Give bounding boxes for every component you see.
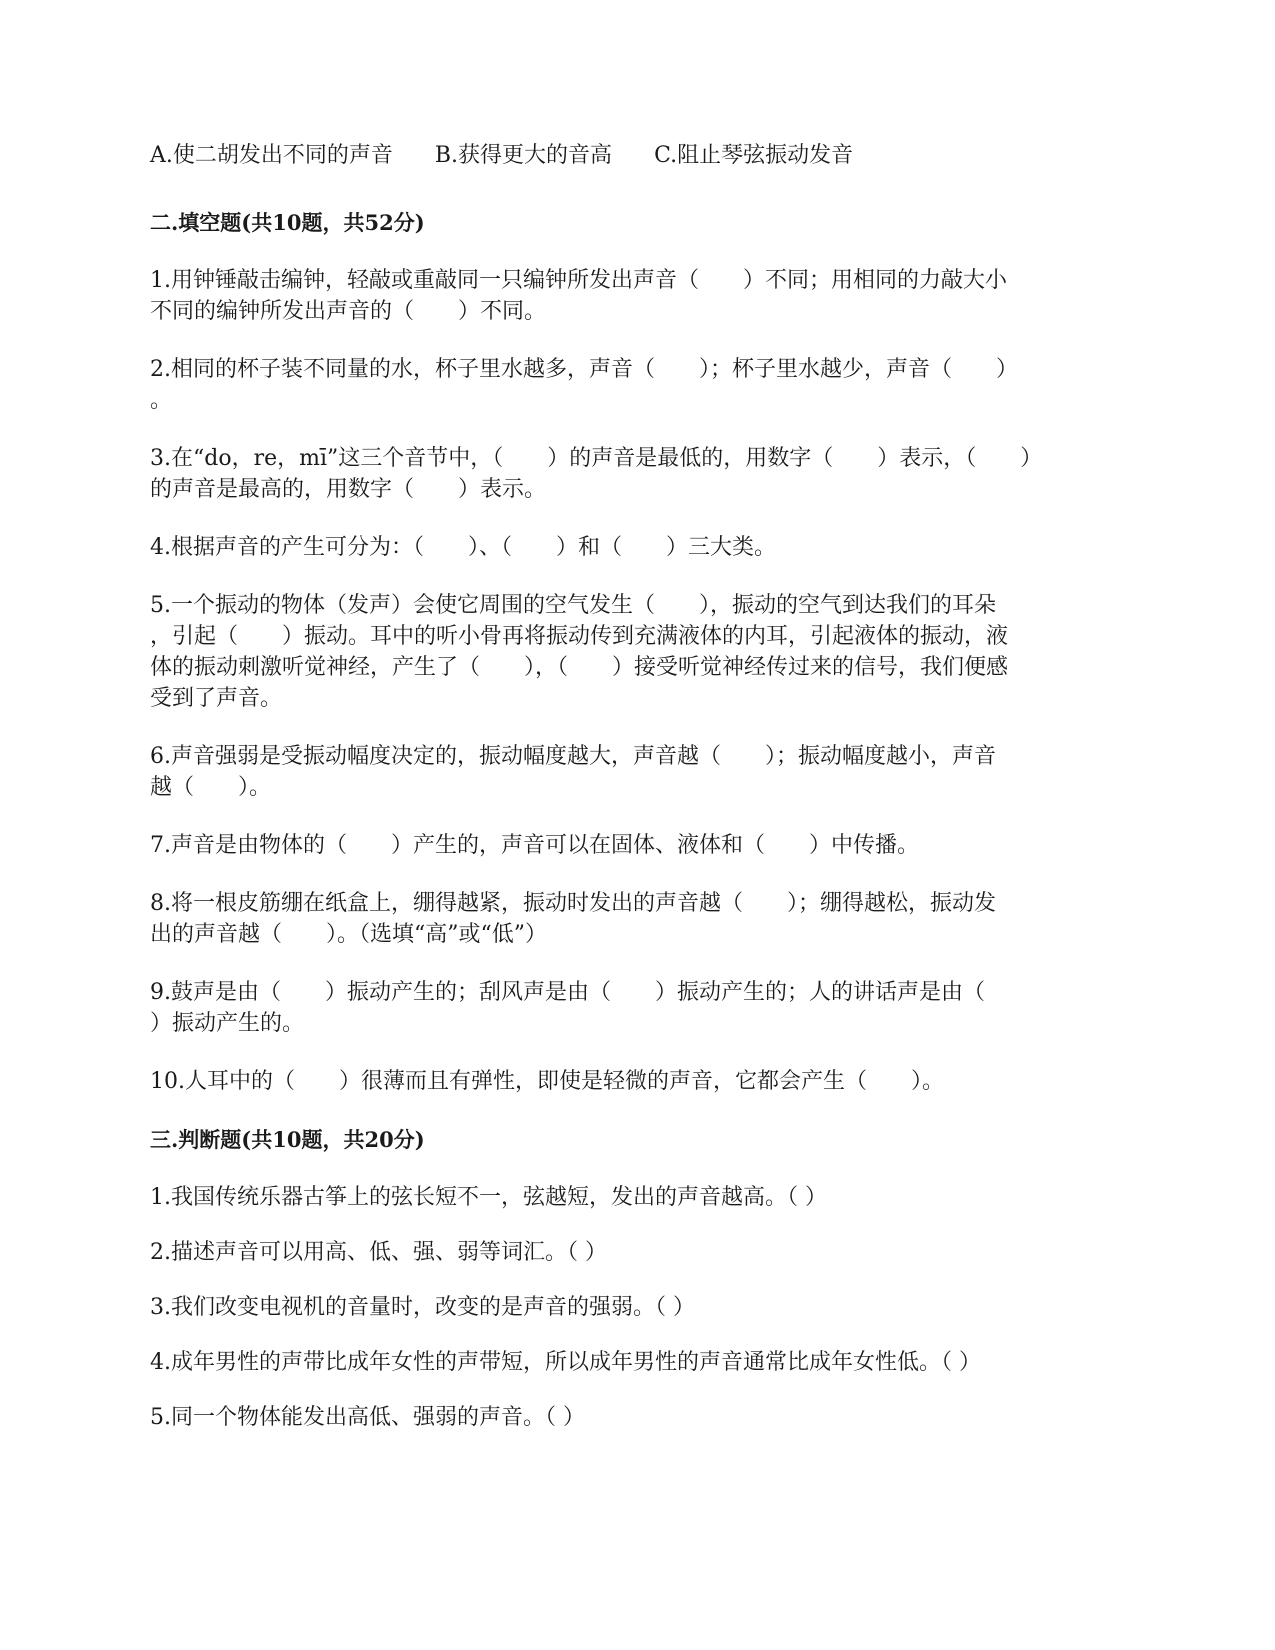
question-line: 不同的编钟所发出声音的（ ）不同。 (150, 299, 547, 324)
question-line: 。 (150, 388, 173, 413)
option-b: B.获得更大的音高 (434, 143, 613, 168)
option-c: C.阻止琴弦振动发音 (654, 143, 854, 168)
choice-options (150, 140, 1140, 171)
question-line: 体的振动刺激听觉神经，产生了（ ），（ ）接受听觉神经传过来的信号，我们便感 (150, 655, 1009, 680)
option-a: A.使二胡发出不同的声音 (150, 143, 393, 168)
fill-question-3 (150, 443, 1140, 505)
judge-question-5 (150, 1402, 1140, 1433)
fill-question-5 (150, 590, 1140, 714)
question-line: 4.成年男性的声带比成年女性的声带短，所以成年男性的声音通常比成年女性低。（ ） (150, 1350, 981, 1375)
question-line: 8.将一根皮筋绷在纸盒上，绷得越紧，振动时发出的声音越（ ）；绷得越松，振动发 (150, 891, 996, 916)
question-line: 出的声音越（ ）。（选填“高”或“低”） (150, 922, 547, 947)
question-line: ，引起（ ）振动。耳中的听小骨再将振动传到充满液体的内耳，引起液体的振动，液 (150, 624, 1009, 649)
fill-question-7 (150, 830, 1140, 861)
question-line: 5.一个振动的物体（发声）会使它周围的空气发生（ ），振动的空气到达我们的耳朵 (150, 593, 996, 618)
fill-question-6 (150, 741, 1140, 803)
question-line: 7.声音是由物体的（ ）产生的，声音可以在固体、液体和（ ）中传播。 (150, 833, 919, 858)
question-line: 6.声音强弱是受振动幅度决定的，振动幅度越大，声音越（ ）；振动幅度越小，声音 (150, 744, 996, 769)
judge-question-2 (150, 1237, 1140, 1268)
question-line: 的声音是最高的，用数字（ ）表示。 (150, 477, 547, 502)
question-line: 1.用钟锤敲击编钟，轻敲或重敲同一只编钟所发出声音（ ）不同；用相同的力敲大小 (150, 268, 1007, 293)
question-line: 2.描述声音可以用高、低、强、弱等词汇。（ ） (150, 1240, 607, 1265)
judge-question-4 (150, 1347, 1140, 1378)
question-line: 5.同一个物体能发出高低、强弱的声音。（ ） (150, 1405, 585, 1430)
question-line: 1.我国传统乐器古筝上的弦长短不一，弦越短，发出的声音越高。（ ） (150, 1185, 827, 1210)
question-line: 越（ ）。 (150, 775, 272, 800)
question-line: 2.相同的杯子装不同量的水，杯子里水越多，声音（ ）；杯子里水越少，声音（ ） (150, 357, 1018, 382)
question-line: 3.在“do，re，mī”这三个音节中，（ ）的声音是最低的，用数字（ ）表示，（ ） (150, 446, 1043, 471)
question-line: ）振动产生的。 (150, 1011, 305, 1036)
question-line: 9.鼓声是由（ ）振动产生的；刮风声是由（ ）振动产生的；人的讲话声是由（ (150, 980, 985, 1005)
question-line: 10.人耳中的（ ）很薄而且有弹性，即使是轻微的声音，它都会产生（ ）。 (150, 1069, 944, 1094)
question-line: 受到了声音。 (150, 686, 283, 711)
judge-question-1 (150, 1182, 1140, 1213)
fill-question-9 (150, 977, 1140, 1039)
fill-question-4 (150, 532, 1140, 563)
judge-question-3 (150, 1292, 1140, 1323)
fill-question-8 (150, 888, 1140, 950)
fill-question-10 (150, 1066, 1140, 1097)
section-title-fill-blank: 二.填空题(共10题，共52分) (150, 210, 425, 235)
question-line: 4.根据声音的产生可分为：（ ）、（ ）和（ ）三大类。 (150, 535, 776, 560)
question-line: 3.我们改变电视机的音量时，改变的是声音的强弱。（ ） (150, 1295, 695, 1320)
exam-page (150, 140, 1140, 1457)
section-title-true-false: 三.判断题(共10题，共20分) (150, 1127, 425, 1152)
fill-question-1 (150, 265, 1140, 327)
fill-question-2 (150, 354, 1140, 416)
